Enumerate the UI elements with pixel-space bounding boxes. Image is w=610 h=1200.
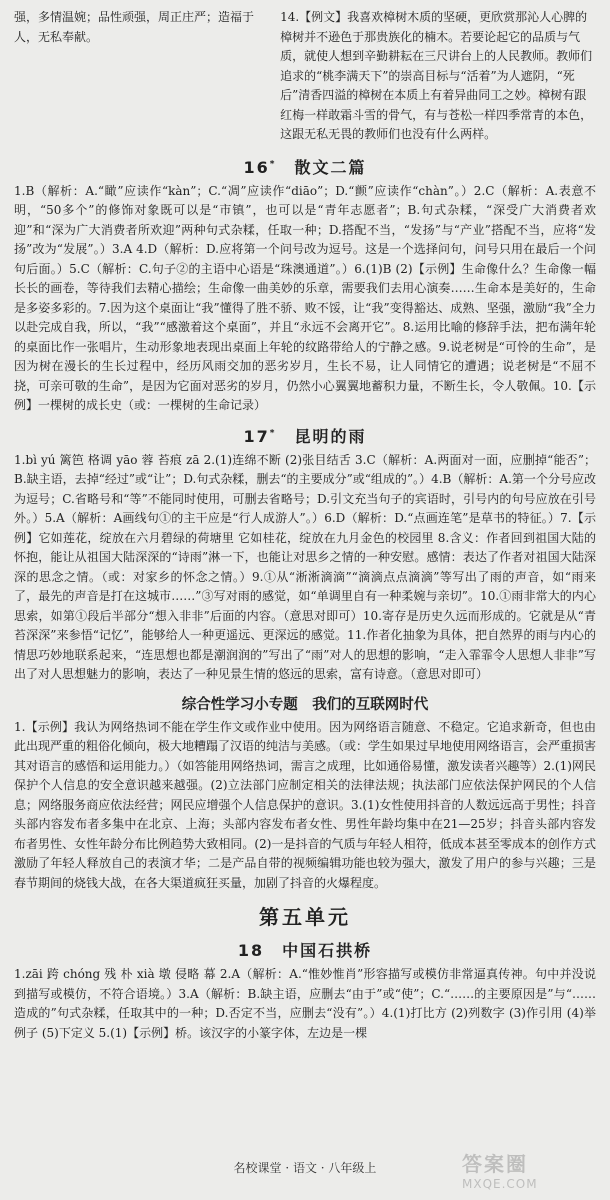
- lesson-title: 昆明的雨: [294, 426, 367, 446]
- lesson-number: 18: [237, 941, 265, 960]
- lesson-16-heading: 16* 散文二篇: [243, 157, 367, 177]
- page-footer: 名校课堂 · 语文 · 八年级上: [233, 1161, 377, 1175]
- lesson-17-answers: 1.bì yú 篱笆 格调 yāo 蓉 苔痕 zā 2.(1)连绵不断 (2)张目结舌 3.C（解析：A.两面对一面，应删掉“能否”；B.缺主语，去掉“经过”或“让”；D.句式杂糅，删去“的主要成分”或“组成的”。）4.B（解析：A.第一个分号应改为逗号；C.省略号和“等”不能同时使用，可删去省略号；D.引文充当句子的宾语时，引号内的句号应放在引号外。）5.A（解析：A画线句①的主干应是“行人成游人”。）6.D（解析：D.“点画连笔”是草书的特征。）7.【示例】它如莲花，绽放在六月碧绿的荷塘里 它如桂花，绽放在九月金色的校园里 8.含义：作者回到祖国大陆的怀抱，能让从祖国大陆深深的“诗雨”淋一下，也能让对思乡之情的一种安慰。感情：表达了作者对祖国大陆深深的思念之情。（或：对家乡的怀念之情。）9.①从“淅淅滴滴”“滴滴点点滴滴”等写出了雨的声音，如“雨来了，最先的声音是打在这城市……”③写对雨的感觉，如“单调里自有一种柔婉与亲切”。10.①雨非常大的内心思索，如第①段后半部分“想入非非”后面的内容。（意思对即可）10.寄存是历史久远而形成的。它就是从“青苔深深”来参悟“记忆”，能够给人一种更遥远、更深远的感觉。11.作者化抽象为具体，把自然界的雨与内心的情思巧妙地联系起来，“连思想也都是潮润润的”写出了“雨”对人的思想的影响，“走入霏霏令人思想人非非”写出了对人思想魅力的影响，表达了一种见景生情的悠远的思索，富有诗意。（意思对即可）: [14, 452, 596, 681]
- topic-heading: 综合性学习小专题 我们的互联网时代: [181, 696, 429, 713]
- lesson-number: 17: [243, 426, 270, 446]
- page-content: [14, 8, 596, 1140]
- watermark-title: 答案圈: [462, 1152, 528, 1176]
- lesson-16-answers: 1.B（解析：A.“瞰”应读作“kàn”；C.“凋”应读作“diāo”；D.“颤”应读作“chàn”。）2.C（解析：A.表意不明，“50多个”的修饰对象既可以是“市镇”，也可以是“青年志愿者”；B.句式杂糅，“深受广大消费者欢迎”和“深为广大消费者所欢迎”两种句式杂糅，任取一种；D.搭配不当，“发扬”与“产业”搭配不当，应将“发扬”改为“发展”。）3.A 4.D（解析：D.应将第一个问号改为逗号。这是一个选择问句，问号只用在最后一个问句后面。）5.C（解析：C.句子②的主语中心语是“珠澳通道”。）6.(1)B (2)【示例】生命像什么？生命像一幅长长的画卷，等待我们去精心描绘；生命像一曲美妙的乐章，需要我们去用心演奏……生命本是美好的，生命是多姿多彩的。7.因为这个桌面让“我”懂得了胜不骄、败不馁，让“我”变得豁达、成熟、坚强，激励“我”全力以赴完成自我，所以，“我”“感激着这个桌面”，并且“永远不会离开它”。8.运用比喻的修辞手法，把布满年轮的桌面比作一张唱片，生动形象地表现出桌面上年轮的纹路带给人的宁静之感。9.说老树是“可怜的生命”，是因为树在漫长的生长过程中，经历风雨交加的恶劣岁月，生长不易，让人同情它的遭遇；说老树是“不屈不挠，可亲可敬的生命”，是因为它面对恶劣的岁月，仍然小心翼翼地蓄积力量，不断生长，令人敬佩。10.【示例】一棵树的成长史（或：一棵树的生命记录）: [14, 183, 596, 412]
- lesson-title: 散文二篇: [294, 157, 367, 177]
- lesson-18-answers: 1.zāi 跨 chóng 残 朴 xià 墩 侵略 幕 2.A（解析：A.“惟妙惟肖”形容描写或模仿非常逼真传神。句中并没说到描写或模仿，不符合语境。）3.A（解析：B.缺主语，应删去“由于”或“使”；C.“……的主要原因是”与“……造成的”句式杂糅，任取其中的一种；D.否定不当，应删去“没有”。）4.(1)打比方 (2)列数字 (3)作引用 (4)举例子 (5)下定义 5.(1)【示例】桥。该汉字的小篆字体，左边是一棵: [14, 967, 596, 1040]
- lesson-number: 16: [243, 157, 270, 177]
- watermark-logo: [462, 1148, 592, 1192]
- lesson-17-heading: 17* 昆明的雨: [243, 426, 367, 446]
- unit-heading: 第五单元: [259, 905, 351, 929]
- lesson-18-heading: [14, 938, 596, 961]
- intro-left-text: 强，多情温婉；品性顽强，周正庄严；造福于人，无私奉献。: [14, 10, 255, 44]
- intro-right-text: 14.【例文】我喜欢樟树木质的坚硬，更欣赏那沁人心脾的樟树并不逊色于那贵族化的楠木。若要论起它的品质与气质，就使人想到辛勤耕耘在三尺讲台上的人民教师。教师们追求的“桃李满天下”的崇高目标与“活着”为人遮阴，“死后”清香四溢的樟树在本质上有着异曲同工之妙。樟树有跟红梅一样敢霜斗雪的骨气，有与苍松一样四季常青的本色，这跟无私无畏的教师们也没有什么两样。: [280, 10, 593, 141]
- topic-answers: 1.【示例】我认为网络热词不能在学生作文或作业中使用。因为网络语言随意、不稳定。它追求新奇，但也由此出现严重的粗俗化倾向，极大地糟蹋了汉语的纯洁与美感。（或：学生如果过早地使用网络语言，会严重损害其对语言的感悟和运用能力。）（如答能用网络热词，需言之成理，比如通俗易懂，激发读者兴趣等）2.(1)网民保护个人信息的安全意识越来越强。(2)立法部门应制定相关的法律法规；执法部门应依法保护网民的个人信息；网络服务商应依法经营；网民应增强个人信息保护的意识。3.(1)女性使用抖音的人数远远高于男性；抖音头部内容发布者多集中在北京、上海；头部内容发布者女性、男性年龄均集中在21—25岁；抖音头部内容发布者男性、女性年龄分布比例趋势大致相同。(2)一是抖音的气质与年轻人相符，低成本甚至零成本的创作方式激励了年轻人释放自己的表演才华；二是产品自带的视频编辑功能也较为强大，激发了用户的参与兴趣；三是春节期间的烧钱大战，在各大渠道疯狂买量，加剧了抖音的火爆程度。: [14, 719, 596, 890]
- intro-section: [14, 8, 596, 147]
- lesson-title: 中国石拱桥: [282, 941, 373, 960]
- watermark-url: MXQE.COM: [462, 1177, 538, 1191]
